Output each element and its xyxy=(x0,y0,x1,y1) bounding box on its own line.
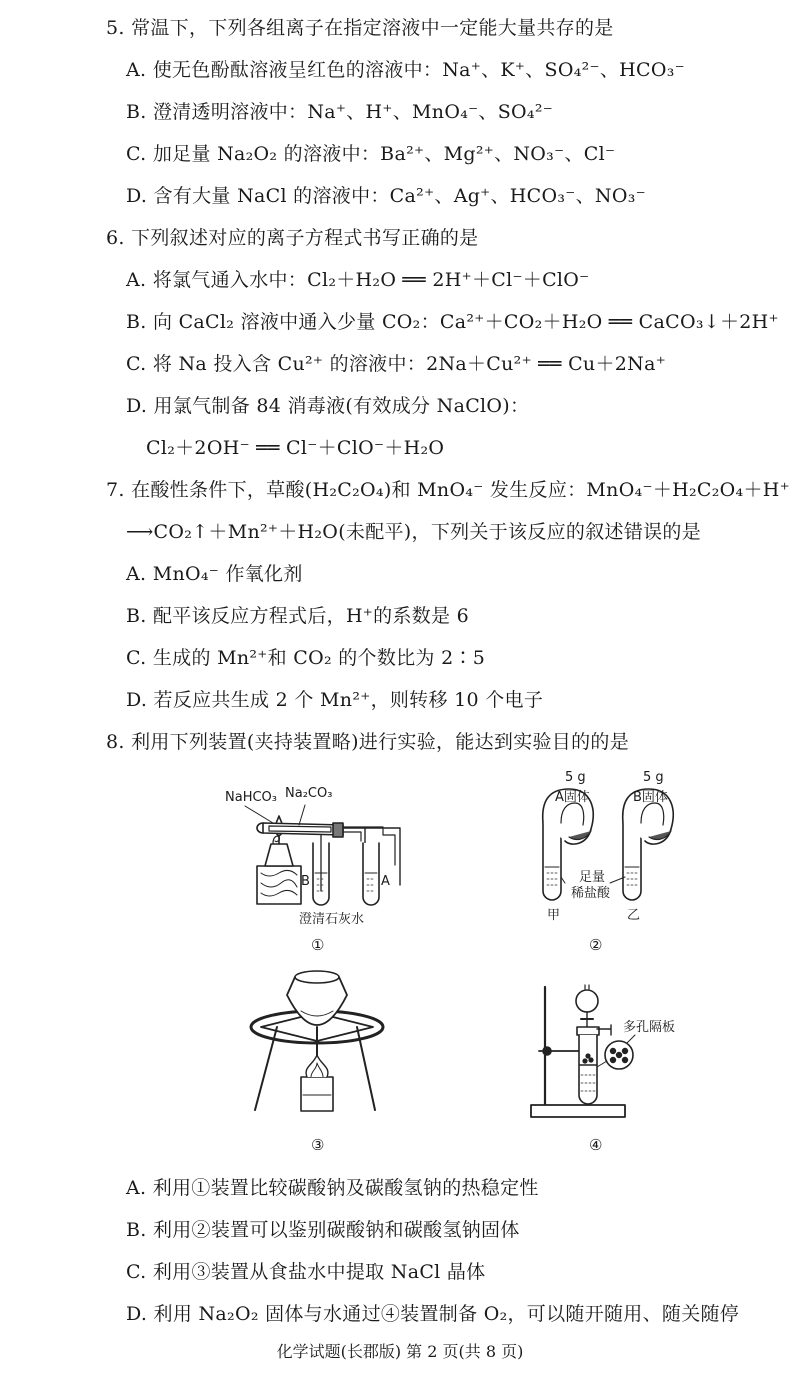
q7-stem: 7. 在酸性条件下，草酸(H₂C₂O₄)和 MnO₄⁻ 发生反应：MnO₄⁻＋H₂C₂O₄＋H⁺ xyxy=(106,479,790,501)
label-tube-jia: 甲 xyxy=(547,908,561,923)
label-porous-plate: 多孔隔板 xyxy=(623,1020,676,1035)
caption-apparatus-1: ① xyxy=(311,936,325,954)
caption-apparatus-2: ② xyxy=(589,936,603,954)
label-na2co3: Na₂CO₃ xyxy=(285,786,333,801)
label-solid-b: B固体 xyxy=(633,790,668,805)
label-tube-a: A xyxy=(381,874,390,889)
q5-option-c: C. 加足量 Na₂O₂ 的溶液中：Ba²⁺、Mg²⁺、NO₃⁻、Cl⁻ xyxy=(126,143,616,165)
label-solid-a: A固体 xyxy=(555,790,590,805)
apparatus-2-balloon-tubes xyxy=(543,789,673,900)
label-limewater: 澄清石灰水 xyxy=(299,912,365,927)
q5-stem: 5. 常温下，下列各组离子在指定溶液中一定能大量共存的是 xyxy=(106,17,614,39)
q5-option-b: B. 澄清透明溶液中：Na⁺、H⁺、MnO₄⁻、SO₄²⁻ xyxy=(126,101,554,123)
q8-option-a: A. 利用①装置比较碳酸钠及碳酸氢钠的热稳定性 xyxy=(126,1177,539,1199)
q6-option-c: C. 将 Na 投入含 Cu²⁺ 的溶液中：2Na＋Cu²⁺ ══ Cu＋2Na⁺ xyxy=(126,353,667,375)
apparatus-4-gas-generator xyxy=(531,985,635,1117)
q8-option-b: B. 利用②装置可以鉴别碳酸钠和碳酸氢钠固体 xyxy=(126,1219,520,1241)
q6-option-a: A. 将氯气通入水中：Cl₂＋H₂O ══ 2H⁺＋Cl⁻＋ClO⁻ xyxy=(126,269,590,291)
page-footer: 化学试题(长郡版) 第 2 页(共 8 页) xyxy=(276,1342,524,1361)
label-nahco3: NaHCO₃ xyxy=(225,790,277,805)
q6-option-b: B. 向 CaCl₂ 溶液中通入少量 CO₂：Ca²⁺＋CO₂＋H₂O ══ CaCO₃↓＋2H⁺ xyxy=(126,311,779,333)
label-excess: 足量 xyxy=(579,870,606,885)
apparatus-drawing xyxy=(215,765,685,1160)
q7-option-a: A. MnO₄⁻ 作氧化剂 xyxy=(126,563,303,585)
label-mass-b: 5 g xyxy=(643,770,664,785)
caption-apparatus-3: ③ xyxy=(311,1136,325,1154)
q6-option-d: D. 用氯气制备 84 消毒液(有效成分 NaClO)： xyxy=(126,395,530,417)
label-mass-a: 5 g xyxy=(565,770,586,785)
q7-option-c: C. 生成的 Mn²⁺和 CO₂ 的个数比为 2∶5 xyxy=(126,647,486,669)
q7-option-d: D. 若反应共生成 2 个 Mn²⁺，则转移 10 个电子 xyxy=(126,689,544,711)
caption-apparatus-4: ④ xyxy=(589,1136,603,1154)
apparatus-3-evaporating-dish xyxy=(251,971,383,1111)
label-tube-b: B xyxy=(301,874,310,889)
q8-option-c: C. 利用③装置从食盐水中提取 NaCl 晶体 xyxy=(126,1261,486,1283)
q5-option-a: A. 使无色酚酞溶液呈红色的溶液中：Na⁺、K⁺、SO₄²⁻、HCO₃⁻ xyxy=(126,59,685,81)
q8-option-d: D. 利用 Na₂O₂ 固体与水通过④装置制备 O₂，可以随开随用、随关随停 xyxy=(126,1303,740,1325)
q6-stem: 6. 下列叙述对应的离子方程式书写正确的是 xyxy=(106,227,479,249)
q8-stem: 8. 利用下列装置(夹持装置略)进行实验，能达到实验目的的是 xyxy=(106,731,629,753)
q6-option-d-equation: Cl₂＋2OH⁻ ══ Cl⁻＋ClO⁻＋H₂O xyxy=(146,437,445,459)
label-dilute-hcl: 稀盐酸 xyxy=(571,886,611,901)
q5-option-d: D. 含有大量 NaCl 的溶液中：Ca²⁺、Ag⁺、HCO₃⁻、NO₃⁻ xyxy=(126,185,646,207)
label-tube-yi: 乙 xyxy=(627,908,641,923)
apparatus-1-heating-tubes xyxy=(245,805,400,905)
q7-option-b: B. 配平该反应方程式后，H⁺的系数是 6 xyxy=(126,605,470,627)
apparatus-figure xyxy=(215,765,685,1160)
q7-stem-continued: ⟶CO₂↑＋Mn²⁺＋H₂O(未配平)，下列关于该反应的叙述错误的是 xyxy=(126,521,702,543)
